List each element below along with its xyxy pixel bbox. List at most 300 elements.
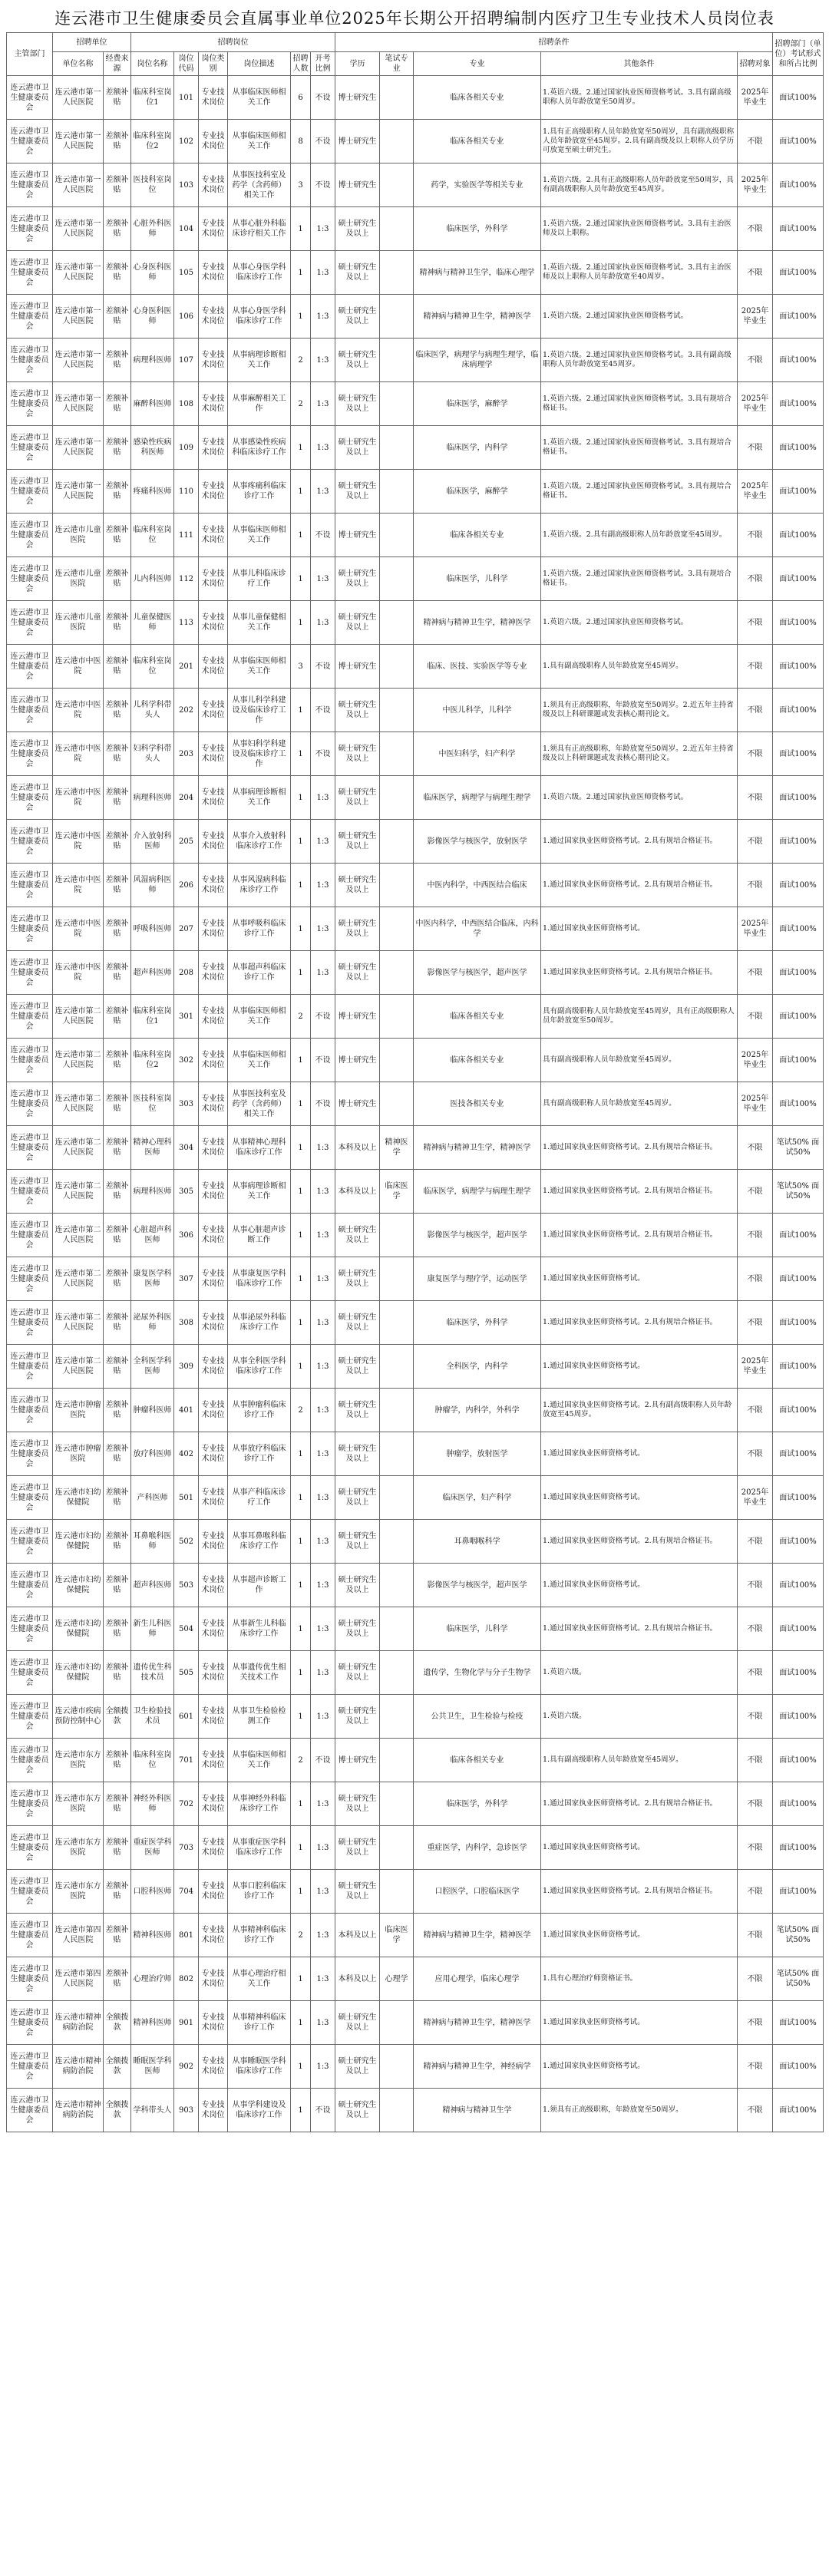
cell-major: 临床医学，儿科学: [414, 557, 541, 601]
cell-ratio: 1:3: [311, 951, 335, 995]
cell-exam: 面试100%: [773, 251, 824, 295]
cell-desc: 从事病理诊断相关工作: [228, 776, 291, 820]
cell-dept: 连云港市卫生健康委员会: [7, 907, 53, 951]
cell-post: 感染性疾病科医师: [131, 426, 174, 470]
cell-degree: [380, 645, 414, 689]
cell-degree: [380, 951, 414, 995]
cell-conditions: 1.英语六级。2.通过国家执业医师资格考试。3.具有规培合格证书。: [541, 426, 738, 470]
cell-ratio: 1:3: [311, 1476, 335, 1520]
cell-dept: 连云港市卫生健康委员会: [7, 1607, 53, 1651]
cell-ratio: 1:3: [311, 2001, 335, 2045]
cell-dept: 连云港市卫生健康委员会: [7, 339, 53, 382]
cell-target: 不限: [738, 2001, 773, 2045]
table-row: [7, 1957, 824, 2001]
cell-dept: 连云港市卫生健康委员会: [7, 207, 53, 251]
cell-edu: 博士研究生: [335, 1739, 380, 1782]
table-row: [7, 339, 824, 382]
cell-exam: 面试100%: [773, 295, 824, 339]
cell-num: 2: [291, 339, 311, 382]
cell-type: 专业技术岗位: [199, 1782, 228, 1826]
cell-funding: 差额补贴: [104, 1870, 131, 1914]
table-row: [7, 951, 824, 995]
cell-desc: 从事临床医师相关工作: [228, 514, 291, 557]
cell-major: 临床医学，外科学: [414, 1301, 541, 1345]
cell-major: 临床各相关专业: [414, 76, 541, 120]
cell-unit: 连云港市妇幼保健院: [53, 1651, 104, 1695]
cell-exam: 面试100%: [773, 1345, 824, 1389]
cell-major: 临床医学，外科学: [414, 207, 541, 251]
cell-conditions: 1.通过国家执业医师资格考试。: [541, 1476, 738, 1520]
cell-ratio: 不设: [311, 689, 335, 732]
cell-post: 睡眠医学科医师: [131, 2045, 174, 2089]
cell-dept: 连云港市卫生健康委员会: [7, 1214, 53, 1257]
table-row: [7, 1257, 824, 1301]
cell-edu: 硕士研究生及以上: [335, 295, 380, 339]
cell-num: 1: [291, 1170, 311, 1214]
cell-type: 专业技术岗位: [199, 1651, 228, 1695]
cell-dept: 连云港市卫生健康委员会: [7, 951, 53, 995]
cell-target: 2025年毕业生: [738, 1476, 773, 1520]
cell-num: 1: [291, 1039, 311, 1082]
cell-ratio: 1:3: [311, 1301, 335, 1345]
cell-post: 疼痛科医师: [131, 470, 174, 514]
cell-post: 遗传优生科技术员: [131, 1651, 174, 1695]
cell-edu: 博士研究生: [335, 995, 380, 1039]
cell-code: 308: [174, 1301, 199, 1345]
cell-exam: 面试100%: [773, 120, 824, 163]
cell-num: 2: [291, 1739, 311, 1782]
cell-edu: 博士研究生: [335, 163, 380, 207]
cell-exam: 面试100%: [773, 470, 824, 514]
cell-major: 精神病与精神卫生学，精神医学: [414, 1126, 541, 1170]
cell-desc: 从事医技科室及药学（含药师）相关工作: [228, 163, 291, 207]
cell-target: 不限: [738, 1301, 773, 1345]
cell-post: 病理科医师: [131, 776, 174, 820]
cell-funding: 差额补贴: [104, 645, 131, 689]
cell-desc: 从事超声科临床诊疗工作: [228, 951, 291, 995]
cell-funding: 差额补贴: [104, 1345, 131, 1389]
cell-degree: [380, 1301, 414, 1345]
cell-code: 903: [174, 2089, 199, 2132]
cell-dept: 连云港市卫生健康委员会: [7, 1082, 53, 1126]
cell-desc: 从事临床医师相关工作: [228, 120, 291, 163]
cell-desc: 从事新生儿科临床诊疗工作: [228, 1607, 291, 1651]
cell-degree: [380, 382, 414, 426]
cell-unit: 连云港市第一人民医院: [53, 426, 104, 470]
cell-post: 医技科室岗位: [131, 163, 174, 207]
cell-code: 105: [174, 251, 199, 295]
cell-post: 精神科医师: [131, 2001, 174, 2045]
table-row: [7, 557, 824, 601]
cell-ratio: 1:3: [311, 1826, 335, 1870]
cell-unit: 连云港市第二人民医院: [53, 1257, 104, 1301]
header-num: 招聘人数: [291, 52, 311, 76]
cell-type: 专业技术岗位: [199, 1476, 228, 1520]
cell-funding: 差额补贴: [104, 120, 131, 163]
cell-dept: 连云港市卫生健康委员会: [7, 995, 53, 1039]
cell-major: 临床医学，病理学与病理生理学: [414, 1170, 541, 1214]
cell-funding: 差额补贴: [104, 864, 131, 907]
table-row: [7, 1214, 824, 1257]
cell-conditions: 1.英语六级。2.通过国家执业医师资格考试。3.具有规培合格证书。: [541, 382, 738, 426]
cell-edu: 硕士研究生及以上: [335, 557, 380, 601]
cell-conditions: 1.通过国家执业医师资格考试。2.具有规培合格证书。: [541, 1607, 738, 1651]
cell-unit: 连云港市精神病防治院: [53, 2001, 104, 2045]
cell-exam: 面试100%: [773, 1651, 824, 1695]
cell-edu: 博士研究生: [335, 514, 380, 557]
cell-edu: 硕士研究生及以上: [335, 732, 380, 776]
cell-major: 医技各相关专业: [414, 1082, 541, 1126]
cell-type: 专业技术岗位: [199, 1170, 228, 1214]
cell-edu: 硕士研究生及以上: [335, 1476, 380, 1520]
cell-code: 202: [174, 689, 199, 732]
cell-unit: 连云港市第二人民医院: [53, 1082, 104, 1126]
cell-post: 放疗科医师: [131, 1432, 174, 1476]
cell-ratio: 不设: [311, 120, 335, 163]
cell-funding: 差额补贴: [104, 207, 131, 251]
cell-target: 不限: [738, 1826, 773, 1870]
cell-ratio: 1:3: [311, 339, 335, 382]
cell-edu: 硕士研究生及以上: [335, 251, 380, 295]
cell-type: 专业技术岗位: [199, 1695, 228, 1739]
cell-major: 临床医学，内科学: [414, 426, 541, 470]
cell-ratio: 1:3: [311, 1432, 335, 1476]
cell-degree: [380, 1607, 414, 1651]
cell-desc: 从事超声诊断工作: [228, 1564, 291, 1607]
cell-post: 产科医师: [131, 1476, 174, 1520]
cell-conditions: 1.英语六级。2.具有正高级职称人员年龄放宽至50周岁，具有副高级职称人员年龄放宽至45周岁。: [541, 163, 738, 207]
table-row: [7, 2001, 824, 2045]
header-target: 招聘对象: [738, 52, 773, 76]
table-row: [7, 689, 824, 732]
cell-dept: 连云港市卫生健康委员会: [7, 1651, 53, 1695]
cell-unit: 连云港市中医院: [53, 645, 104, 689]
cell-unit: 连云港市中医院: [53, 951, 104, 995]
cell-target: 不限: [738, 689, 773, 732]
cell-edu: 本科及以上: [335, 1170, 380, 1214]
cell-dept: 连云港市卫生健康委员会: [7, 1739, 53, 1782]
table-row: [7, 120, 824, 163]
cell-exam: 面试100%: [773, 820, 824, 864]
cell-dept: 连云港市卫生健康委员会: [7, 120, 53, 163]
cell-degree: 精神医学: [380, 1126, 414, 1170]
cell-ratio: 1:3: [311, 907, 335, 951]
cell-major: 影像医学与核医学，超声医学: [414, 1564, 541, 1607]
cell-target: 不限: [738, 426, 773, 470]
cell-major: 精神病与精神卫生学: [414, 2089, 541, 2132]
cell-post: 心理治疗师: [131, 1957, 174, 2001]
cell-type: 专业技术岗位: [199, 1039, 228, 1082]
cell-num: 1: [291, 1476, 311, 1520]
cell-type: 专业技术岗位: [199, 2001, 228, 2045]
header-code: 岗位代码: [174, 52, 199, 76]
cell-major: 临床医学，病理学与病理生理学，临床病理学: [414, 339, 541, 382]
cell-unit: 连云港市妇幼保健院: [53, 1564, 104, 1607]
cell-post: 心脏外科医师: [131, 207, 174, 251]
cell-target: 不限: [738, 864, 773, 907]
cell-exam: 面试100%: [773, 1432, 824, 1476]
cell-major: 重症医学，内科学，急诊医学: [414, 1826, 541, 1870]
cell-dept: 连云港市卫生健康委员会: [7, 1432, 53, 1476]
cell-target: 不限: [738, 2089, 773, 2132]
cell-num: 1: [291, 1520, 311, 1564]
cell-conditions: 1.英语六级。: [541, 1651, 738, 1695]
cell-conditions: 1.英语六级。2.通过国家执业医师资格考试。3.具有主治医师及以上职称。: [541, 207, 738, 251]
cell-edu: 硕士研究生及以上: [335, 426, 380, 470]
cell-conditions: 具有副高级职称人员年龄放宽至45周岁。: [541, 1039, 738, 1082]
table-body: [7, 76, 824, 2132]
cell-exam: 面试100%: [773, 207, 824, 251]
header-funding: 经费来源: [104, 52, 131, 76]
cell-code: 402: [174, 1432, 199, 1476]
cell-ratio: 不设: [311, 1739, 335, 1782]
cell-desc: 从事呼吸科临床诊疗工作: [228, 907, 291, 951]
cell-type: 专业技术岗位: [199, 1389, 228, 1432]
cell-type: 专业技术岗位: [199, 426, 228, 470]
cell-num: 1: [291, 1345, 311, 1389]
cell-num: 1: [291, 1564, 311, 1607]
cell-code: 304: [174, 1126, 199, 1170]
cell-target: 2025年毕业生: [738, 163, 773, 207]
cell-exam: 面试100%: [773, 382, 824, 426]
cell-target: 不限: [738, 1564, 773, 1607]
cell-post: 临床科室岗位: [131, 1739, 174, 1782]
cell-desc: 从事肿瘤科临床诊疗工作: [228, 1389, 291, 1432]
cell-conditions: 1.通过国家执业医师资格考试。: [541, 907, 738, 951]
cell-major: 精神病与精神卫生学，临床心理学: [414, 251, 541, 295]
cell-desc: 从事临床医师相关工作: [228, 645, 291, 689]
table-row: [7, 820, 824, 864]
cell-post: 超声科医师: [131, 1564, 174, 1607]
cell-funding: 差额补贴: [104, 1476, 131, 1520]
table-row: [7, 1126, 824, 1170]
cell-funding: 差额补贴: [104, 1170, 131, 1214]
table-row: [7, 1170, 824, 1214]
cell-ratio: 1:3: [311, 1695, 335, 1739]
cell-unit: 连云港市中医院: [53, 732, 104, 776]
cell-funding: 全额拨款: [104, 1695, 131, 1739]
cell-code: 307: [174, 1257, 199, 1301]
cell-conditions: 1.英语六级。2.通过国家执业医师资格考试。: [541, 601, 738, 645]
cell-exam: 面试100%: [773, 995, 824, 1039]
cell-conditions: 1.具有副高级职称人员年龄放宽至45周岁。: [541, 1739, 738, 1782]
cell-major: 肿瘤学，放射医学: [414, 1432, 541, 1476]
cell-edu: 本科及以上: [335, 1957, 380, 2001]
cell-target: 不限: [738, 776, 773, 820]
cell-dept: 连云港市卫生健康委员会: [7, 251, 53, 295]
table-row: [7, 2089, 824, 2132]
cell-code: 503: [174, 1564, 199, 1607]
cell-post: 儿内科医师: [131, 557, 174, 601]
cell-type: 专业技术岗位: [199, 1126, 228, 1170]
cell-unit: 连云港市第一人民医院: [53, 76, 104, 120]
cell-funding: 全额拨款: [104, 2045, 131, 2089]
cell-post: 风湿病科医师: [131, 864, 174, 907]
cell-ratio: 不设: [311, 1082, 335, 1126]
cell-degree: [380, 339, 414, 382]
cell-num: 1: [291, 2045, 311, 2089]
cell-num: 1: [291, 1651, 311, 1695]
cell-post: 康复医学科医师: [131, 1257, 174, 1301]
cell-num: 2: [291, 382, 311, 426]
cell-type: 专业技术岗位: [199, 76, 228, 120]
cell-code: 113: [174, 601, 199, 645]
cell-type: 专业技术岗位: [199, 689, 228, 732]
cell-funding: 差额补贴: [104, 820, 131, 864]
cell-major: 临床各相关专业: [414, 514, 541, 557]
cell-post: 病理科医师: [131, 339, 174, 382]
cell-code: 104: [174, 207, 199, 251]
cell-dept: 连云港市卫生健康委员会: [7, 1170, 53, 1214]
cell-edu: 硕士研究生及以上: [335, 689, 380, 732]
cell-code: 207: [174, 907, 199, 951]
cell-funding: 差额补贴: [104, 1432, 131, 1476]
cell-degree: [380, 776, 414, 820]
cell-unit: 连云港市第一人民医院: [53, 163, 104, 207]
cell-unit: 连云港市精神病防治院: [53, 2045, 104, 2089]
cell-exam: 面试100%: [773, 951, 824, 995]
cell-conditions: 1.通过国家执业医师资格考试。2.具有规培合格证书。: [541, 1870, 738, 1914]
cell-conditions: 1.通过国家执业医师资格考试。: [541, 1257, 738, 1301]
cell-ratio: 1:3: [311, 776, 335, 820]
cell-code: 902: [174, 2045, 199, 2089]
cell-target: 不限: [738, 1520, 773, 1564]
cell-major: 精神病与精神卫生学，神经病学: [414, 2045, 541, 2089]
cell-edu: 博士研究生: [335, 76, 380, 120]
cell-degree: [380, 1257, 414, 1301]
cell-degree: [380, 1039, 414, 1082]
header-edu: 学历: [335, 52, 380, 76]
cell-post: 临床科室岗位2: [131, 1039, 174, 1082]
table-row: [7, 76, 824, 120]
cell-post: 神经外科医师: [131, 1782, 174, 1826]
cell-desc: 从事病理诊断相关工作: [228, 339, 291, 382]
cell-desc: 从事临床医师相关工作: [228, 1039, 291, 1082]
cell-exam: 面试100%: [773, 864, 824, 907]
cell-target: 不限: [738, 995, 773, 1039]
cell-type: 专业技术岗位: [199, 776, 228, 820]
table-row: [7, 382, 824, 426]
cell-ratio: 1:3: [311, 1651, 335, 1695]
cell-num: 1: [291, 1870, 311, 1914]
cell-major: 临床各相关专业: [414, 120, 541, 163]
cell-degree: [380, 601, 414, 645]
cell-major: 精神病与精神卫生学，精神医学: [414, 2001, 541, 2045]
cell-exam: 面试100%: [773, 514, 824, 557]
cell-conditions: 1.通过国家执业医师资格考试。: [541, 1564, 738, 1607]
table-row: [7, 1389, 824, 1432]
cell-post: 心脏超声科医师: [131, 1214, 174, 1257]
cell-conditions: 1.通过国家执业医师资格考试。2.具有规培合格证书。: [541, 1126, 738, 1170]
cell-type: 专业技术岗位: [199, 864, 228, 907]
cell-dept: 连云港市卫生健康委员会: [7, 426, 53, 470]
cell-exam: 面试100%: [773, 1695, 824, 1739]
cell-exam: 笔试50% 面试50%: [773, 1170, 824, 1214]
cell-target: 不限: [738, 732, 773, 776]
cell-post: 肿瘤科医师: [131, 1389, 174, 1432]
cell-unit: 连云港市中医院: [53, 907, 104, 951]
cell-unit: 连云港市第一人民医院: [53, 339, 104, 382]
table-row: [7, 470, 824, 514]
cell-edu: 硕士研究生及以上: [335, 1870, 380, 1914]
cell-num: 1: [291, 1782, 311, 1826]
cell-num: 1: [291, 557, 311, 601]
cell-type: 专业技术岗位: [199, 470, 228, 514]
cell-type: 专业技术岗位: [199, 820, 228, 864]
cell-degree: [380, 76, 414, 120]
cell-dept: 连云港市卫生健康委员会: [7, 76, 53, 120]
cell-ratio: 1:3: [311, 1870, 335, 1914]
cell-unit: 连云港市第二人民医院: [53, 1039, 104, 1082]
cell-dept: 连云港市卫生健康委员会: [7, 514, 53, 557]
cell-exam: 面试100%: [773, 1082, 824, 1126]
cell-ratio: 1:3: [311, 251, 335, 295]
cell-funding: 差额补贴: [104, 557, 131, 601]
cell-funding: 差额补贴: [104, 1957, 131, 2001]
cell-desc: 从事遗传优生相关技术工作: [228, 1651, 291, 1695]
cell-major: 临床各相关专业: [414, 1039, 541, 1082]
cell-post: 麻醉科医师: [131, 382, 174, 426]
cell-num: 1: [291, 426, 311, 470]
cell-code: 601: [174, 1695, 199, 1739]
cell-target: 不限: [738, 514, 773, 557]
cell-num: 3: [291, 645, 311, 689]
cell-exam: 面试100%: [773, 1782, 824, 1826]
table-row: [7, 163, 824, 207]
cell-post: 临床科室岗位: [131, 514, 174, 557]
cell-post: 全科医学科医师: [131, 1345, 174, 1389]
table-row: [7, 732, 824, 776]
cell-exam: 面试100%: [773, 601, 824, 645]
cell-conditions: 1.英语六级。2.通过国家执业医师资格考试。3.具有副高级职称人员年龄放宽至45周岁。: [541, 339, 738, 382]
cell-ratio: 不设: [311, 995, 335, 1039]
table-row: [7, 1039, 824, 1082]
cell-num: 1: [291, 470, 311, 514]
cell-post: 重症医学科医师: [131, 1826, 174, 1870]
header-other: 其他条件: [541, 52, 738, 76]
cell-target: 不限: [738, 120, 773, 163]
cell-funding: 差额补贴: [104, 1914, 131, 1957]
cell-major: 临床医学，妇产科学: [414, 1476, 541, 1520]
cell-degree: [380, 1782, 414, 1826]
cell-degree: [380, 1651, 414, 1695]
cell-num: 1: [291, 1957, 311, 2001]
cell-code: 107: [174, 339, 199, 382]
cell-target: 不限: [738, 645, 773, 689]
cell-exam: 面试100%: [773, 339, 824, 382]
cell-unit: 连云港市肿瘤医院: [53, 1389, 104, 1432]
cell-funding: 全额拨款: [104, 2001, 131, 2045]
cell-type: 专业技术岗位: [199, 339, 228, 382]
cell-degree: [380, 514, 414, 557]
cell-type: 专业技术岗位: [199, 1957, 228, 2001]
cell-major: 全科医学，内科学: [414, 1345, 541, 1389]
cell-desc: 从事心身医学科临床诊疗工作: [228, 295, 291, 339]
cell-exam: 面试100%: [773, 1039, 824, 1082]
cell-degree: [380, 207, 414, 251]
cell-degree: [380, 557, 414, 601]
cell-dept: 连云港市卫生健康委员会: [7, 1695, 53, 1739]
cell-code: 306: [174, 1214, 199, 1257]
cell-dept: 连云港市卫生健康委员会: [7, 557, 53, 601]
cell-conditions: 1.通过国家执业医师资格考试。: [541, 1432, 738, 1476]
cell-target: 不限: [738, 1126, 773, 1170]
cell-post: 口腔科医师: [131, 1870, 174, 1914]
cell-desc: 从事心身医学科临床诊疗工作: [228, 251, 291, 295]
cell-ratio: 1:3: [311, 1520, 335, 1564]
cell-exam: 面试100%: [773, 557, 824, 601]
table-row: [7, 1782, 824, 1826]
